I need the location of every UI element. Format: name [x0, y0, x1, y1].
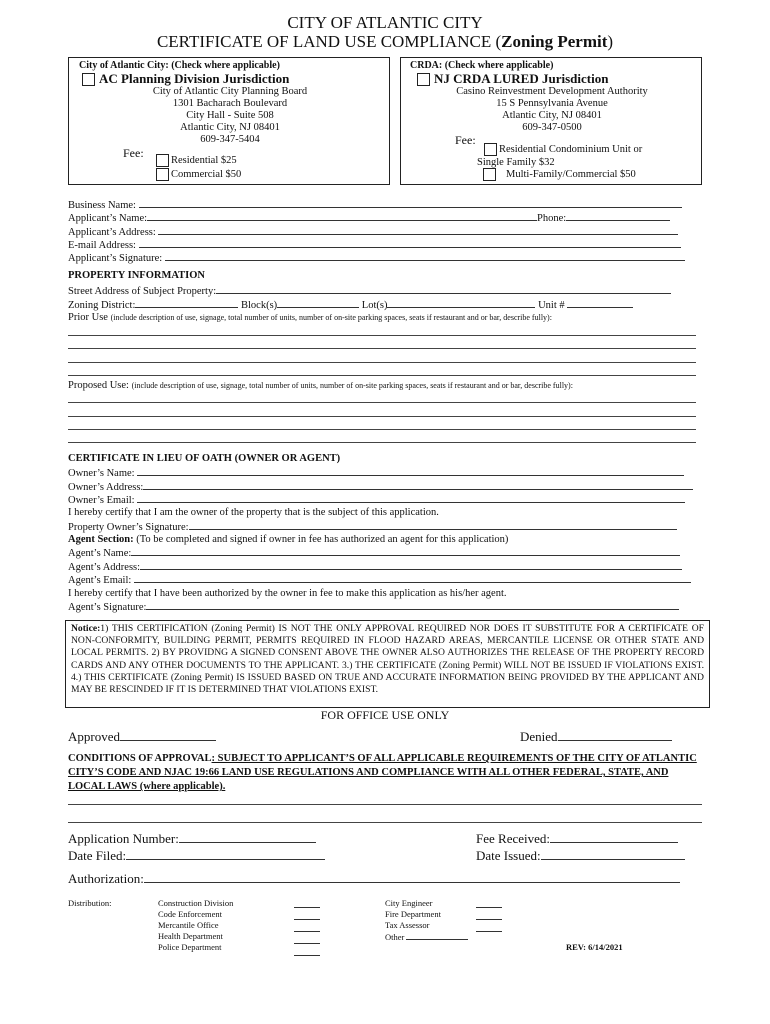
applicant-signature-input[interactable]: [165, 251, 685, 261]
distribution-col1-checks: [294, 898, 320, 956]
conditions-label: CONDITIONS OF APPROVAL: [68, 753, 212, 764]
agent-name-input[interactable]: [131, 546, 680, 556]
application-number-input[interactable]: [179, 831, 316, 843]
unit-label: Unit #: [538, 300, 565, 311]
owner-certify-text: I hereby certify that I am the owner of the property that is the subject of this application.: [68, 507, 439, 518]
date-filed-label: Date Filed:: [68, 848, 127, 863]
ac-address-line: Atlantic City, NJ 08401: [180, 122, 280, 133]
crda-box-header: CRDA: (Check where applicable): [410, 60, 554, 71]
title-suffix: ): [607, 32, 614, 51]
distribution-item: Mercantile Office: [158, 920, 219, 930]
authorization-field[interactable]: [68, 871, 680, 887]
owner-address-label: Owner’s Address:: [68, 482, 144, 493]
agent-name-field[interactable]: [68, 546, 680, 560]
agent-section-text: (To be completed and signed if owner in fee has authorized an agent for this application): [133, 534, 509, 545]
applicant-name-label: Applicant’s Name:: [68, 213, 148, 224]
proposed-use-line[interactable]: [68, 402, 696, 403]
agent-email-input[interactable]: [134, 573, 691, 583]
distribution-item: Tax Assessor: [385, 920, 430, 930]
crda-jurisdiction-box: [400, 57, 702, 185]
distribution-item-other: [385, 931, 468, 943]
ac-jurisdiction-option[interactable]: [82, 71, 289, 87]
title-certificate: [0, 32, 770, 51]
zoning-district-label: Zoning District:: [68, 300, 136, 311]
denied-input[interactable]: [558, 729, 672, 741]
date-filed-field[interactable]: [68, 848, 325, 864]
agent-signature-label: Agent’s Signature:: [68, 602, 147, 613]
ac-fee-residential[interactable]: [156, 154, 237, 167]
proposed-use-line[interactable]: [68, 429, 696, 430]
oath-heading: CERTIFICATE IN LIEU OF OATH (OWNER OR AGENT): [68, 453, 341, 464]
owner-name-input[interactable]: [137, 466, 684, 476]
crda-address-line: 15 S Pennsylvania Avenue: [496, 98, 608, 109]
approved-field[interactable]: [68, 729, 216, 745]
ac-fee-label: Fee:: [123, 146, 144, 160]
applicant-address-label: Applicant’s Address:: [68, 227, 156, 238]
conditions-of-approval: [68, 752, 706, 794]
agent-section-label: Agent Section:: [68, 534, 134, 545]
distribution-other-input[interactable]: [406, 931, 468, 940]
prior-use-line[interactable]: [68, 362, 696, 363]
proposed-use-label: Proposed Use:: [68, 380, 129, 391]
office-use-heading: FOR OFFICE USE ONLY: [320, 708, 450, 722]
authorization-label: Authorization:: [68, 871, 144, 886]
ac-address: [69, 86, 391, 146]
approved-input[interactable]: [120, 729, 216, 741]
ac-address-line: City of Atlantic City Planning Board: [152, 86, 308, 97]
prior-use-line[interactable]: [68, 335, 696, 336]
applicant-signature-field[interactable]: [68, 251, 685, 265]
distribution-item: City Engineer: [385, 898, 433, 908]
crda-fee-single-family: Single Family $32: [477, 157, 555, 168]
agent-signature-input[interactable]: [146, 600, 679, 610]
title-zoning-permit: Zoning Permit: [501, 32, 608, 51]
condo-fee-label: Residential Condominium Unit or: [499, 144, 643, 155]
distribution-item: Construction Division: [158, 898, 234, 908]
agent-address-input[interactable]: [140, 560, 682, 570]
application-number-label: Application Number:: [68, 831, 179, 846]
ac-fee-commercial[interactable]: [156, 168, 241, 181]
crda-jurisdiction-label: NJ CRDA LURED Jurisdiction: [434, 71, 609, 86]
proposed-use-note: (include description of use, signage, total number of units, number of on-site parking spaces, seats if restaurant and or bar, describe fully):: [131, 381, 573, 390]
prior-use-note: (include description of use, signage, total number of units, number of on-site parking spaces, seats if restaurant and or bar, describe fully):: [110, 313, 552, 322]
owner-email-label: Owner’s Email:: [68, 495, 135, 506]
ac-box-header: City of Atlantic City: (Check where applicable): [79, 60, 280, 71]
authorization-input[interactable]: [144, 871, 680, 883]
crda-address: [401, 86, 703, 134]
crda-jurisdiction-option[interactable]: [417, 71, 608, 87]
distribution-item: Code Enforcement: [158, 909, 222, 919]
distribution-check-line[interactable]: [476, 898, 502, 908]
prior-use-label-row: [68, 311, 552, 324]
approved-label: Approved: [68, 729, 120, 744]
ac-jurisdiction-box: [68, 57, 390, 185]
date-filed-input[interactable]: [126, 848, 325, 860]
owner-email-input[interactable]: [137, 493, 685, 503]
crda-address-line: Atlantic City, NJ 08401: [502, 110, 602, 121]
multifamily-fee-label: Multi-Family/Commercial $50: [506, 169, 636, 180]
distribution-item: Police Department: [158, 942, 222, 952]
business-name-input[interactable]: [139, 198, 682, 208]
distribution-label: Distribution:: [68, 898, 112, 908]
crda-fee-label: Fee:: [455, 133, 476, 147]
owner-name-field[interactable]: [68, 466, 684, 480]
fee-received-input[interactable]: [550, 831, 678, 843]
crda-phone: 609-347-0500: [522, 122, 582, 133]
applicant-name-input[interactable]: [147, 211, 537, 221]
conditions-line[interactable]: [68, 804, 702, 805]
residential-fee-checkbox[interactable]: [156, 154, 169, 167]
lot-label: Lot(s): [361, 300, 388, 311]
applicant-signature-label: Applicant’s Signature:: [68, 253, 163, 264]
agent-email-field[interactable]: [68, 573, 691, 587]
prior-use-label: Prior Use: [68, 312, 108, 323]
owner-signature-input[interactable]: [189, 520, 677, 530]
lot-input[interactable]: [387, 298, 535, 308]
ac-address-line: 1301 Bacharach Boulevard: [172, 98, 288, 109]
agent-email-label: Agent’s Email:: [68, 575, 132, 586]
block-input[interactable]: [277, 298, 359, 308]
distribution-check-line[interactable]: [294, 946, 320, 956]
block-label: Block(s): [241, 300, 278, 311]
residential-fee-label: Residential $25: [171, 155, 237, 166]
distribution-col2: [385, 898, 468, 943]
date-issued-field[interactable]: [476, 848, 685, 864]
agent-address-label: Agent’s Address:: [68, 562, 141, 573]
ac-phone: 609-347-5404: [200, 134, 260, 145]
distribution-item: Health Department: [158, 931, 223, 941]
distribution-col2-checks: [476, 898, 502, 932]
street-address-label: Street Address of Subject Property:: [68, 286, 217, 297]
denied-label: Denied: [520, 729, 558, 744]
agent-certify-text: I hereby certify that I have been authorized by the owner in fee to make this application as his/her agent.: [68, 588, 507, 599]
crda-jurisdiction-checkbox[interactable]: [417, 73, 430, 86]
prior-use-line[interactable]: [68, 348, 696, 349]
proposed-use-label-row: [68, 379, 573, 392]
unit-input[interactable]: [567, 298, 633, 308]
notice-box: [65, 620, 710, 708]
conditions-text: : SUBJECT TO APPLICANT’S OF ALL APPLICABLE REQUIREMENTS OF THE CITY OF ATLANTIC CITY’S CODE AND NJAC 19:66 LAND USE REGULATIONS AND COMPLIANCE WITH ALL OTHER FEDERAL, STATE, AND LOCAL LAWS (where applicable).: [68, 753, 697, 792]
fee-received-field[interactable]: [476, 831, 678, 847]
applicant-name-field[interactable]: [68, 211, 670, 225]
crda-address-line: Casino Reinvestment Development Authority: [456, 86, 648, 97]
title-city: CITY OF ATLANTIC CITY: [287, 13, 483, 32]
commercial-fee-checkbox[interactable]: [156, 168, 169, 181]
ac-jurisdiction-checkbox[interactable]: [82, 73, 95, 86]
phone-input[interactable]: [566, 211, 670, 221]
email-input[interactable]: [139, 238, 681, 248]
date-issued-label: Date Issued:: [476, 848, 541, 863]
crda-fee-residential[interactable]: [484, 143, 642, 156]
email-label: E-mail Address:: [68, 240, 136, 251]
title-prefix: CERTIFICATE OF LAND USE COMPLIANCE (: [156, 32, 502, 51]
notice-label: Notice:: [71, 623, 101, 634]
distribution-check-line[interactable]: [476, 910, 502, 920]
owner-address-input[interactable]: [143, 480, 693, 490]
owner-signature-label: Property Owner’s Signature:: [68, 522, 189, 533]
street-address-input[interactable]: [216, 284, 671, 294]
phone-label: Phone:: [537, 213, 567, 224]
crda-fee-multifamily[interactable]: [483, 168, 636, 181]
distribution-check-line[interactable]: [476, 922, 502, 932]
ac-jurisdiction-label: AC Planning Division Jurisdiction: [99, 71, 290, 86]
application-number-field[interactable]: [68, 831, 316, 847]
revision-date: REV: 6/14/2021: [566, 942, 623, 952]
distribution-check-line[interactable]: [294, 922, 320, 932]
distribution-check-line[interactable]: [294, 910, 320, 920]
proposed-use-line[interactable]: [68, 416, 696, 417]
applicant-address-input[interactable]: [158, 225, 678, 235]
proposed-use-line[interactable]: [68, 442, 696, 443]
distribution-check-line[interactable]: [294, 898, 320, 908]
notice-text: 1) THIS CERTIFICATION (Zoning Permit) IS NOT THE ONLY APPROVAL REQUIRED NOR DOES IT SUBSTITUTE FOR A CERTIFICATE OF NON-CONFORMITY, BUILDING PERMIT, PERMITS REQUIRED IN FLOOD HAZARD AREAS, MERCANTILE LICENSE OR OTHER STATE AND LOCAL PERMITS. 2) BY PROVIDNG A SIGNED CONSENT ABOVE THE OWNER ALSO AUTHORIZES THE RELEASE OF THE PROPERTY RECORD CARDS AND ANY OTHER DOCUMENTS TO THE APPLICANT. 3.) THE CERTIFICATE (Zoning Permit) WILL NOT BE ISSUED IF VIOLATIONS EXIST. 4.) THIS CERTIFICATE (Zoning Permit) IS ISSUED BASED ON TRUE AND ACCURATE INFORMATION BEING PROVIDED BY THE APPLICANT AND MAY BE RESCINDED IF IT IS DETERMINED THAT VIOLATIONS EXIST.: [71, 623, 704, 696]
distribution-item: Fire Department: [385, 909, 441, 919]
ac-address-line: City Hall - Suite 508: [186, 110, 274, 121]
distribution-check-line[interactable]: [294, 934, 320, 944]
agent-signature-field[interactable]: [68, 600, 679, 614]
owner-name-label: Owner’s Name:: [68, 468, 135, 479]
prior-use-line[interactable]: [68, 375, 696, 376]
date-issued-input[interactable]: [541, 848, 685, 860]
agent-name-label: Agent’s Name:: [68, 548, 132, 559]
agent-section-note: [68, 533, 508, 546]
conditions-line[interactable]: [68, 822, 702, 823]
condo-fee-checkbox[interactable]: [484, 143, 497, 156]
denied-field[interactable]: [520, 729, 672, 745]
property-information-heading: PROPERTY INFORMATION: [68, 270, 206, 281]
commercial-fee-label: Commercial $50: [171, 169, 242, 180]
distribution-other-label: Other: [385, 932, 405, 942]
multifamily-fee-checkbox[interactable]: [483, 168, 496, 181]
distribution-col1: [158, 898, 233, 953]
zoning-district-input[interactable]: [135, 298, 238, 308]
fee-received-label: Fee Received:: [476, 831, 550, 846]
business-name-label: Business Name:: [68, 200, 136, 211]
street-address-field[interactable]: [68, 284, 671, 298]
